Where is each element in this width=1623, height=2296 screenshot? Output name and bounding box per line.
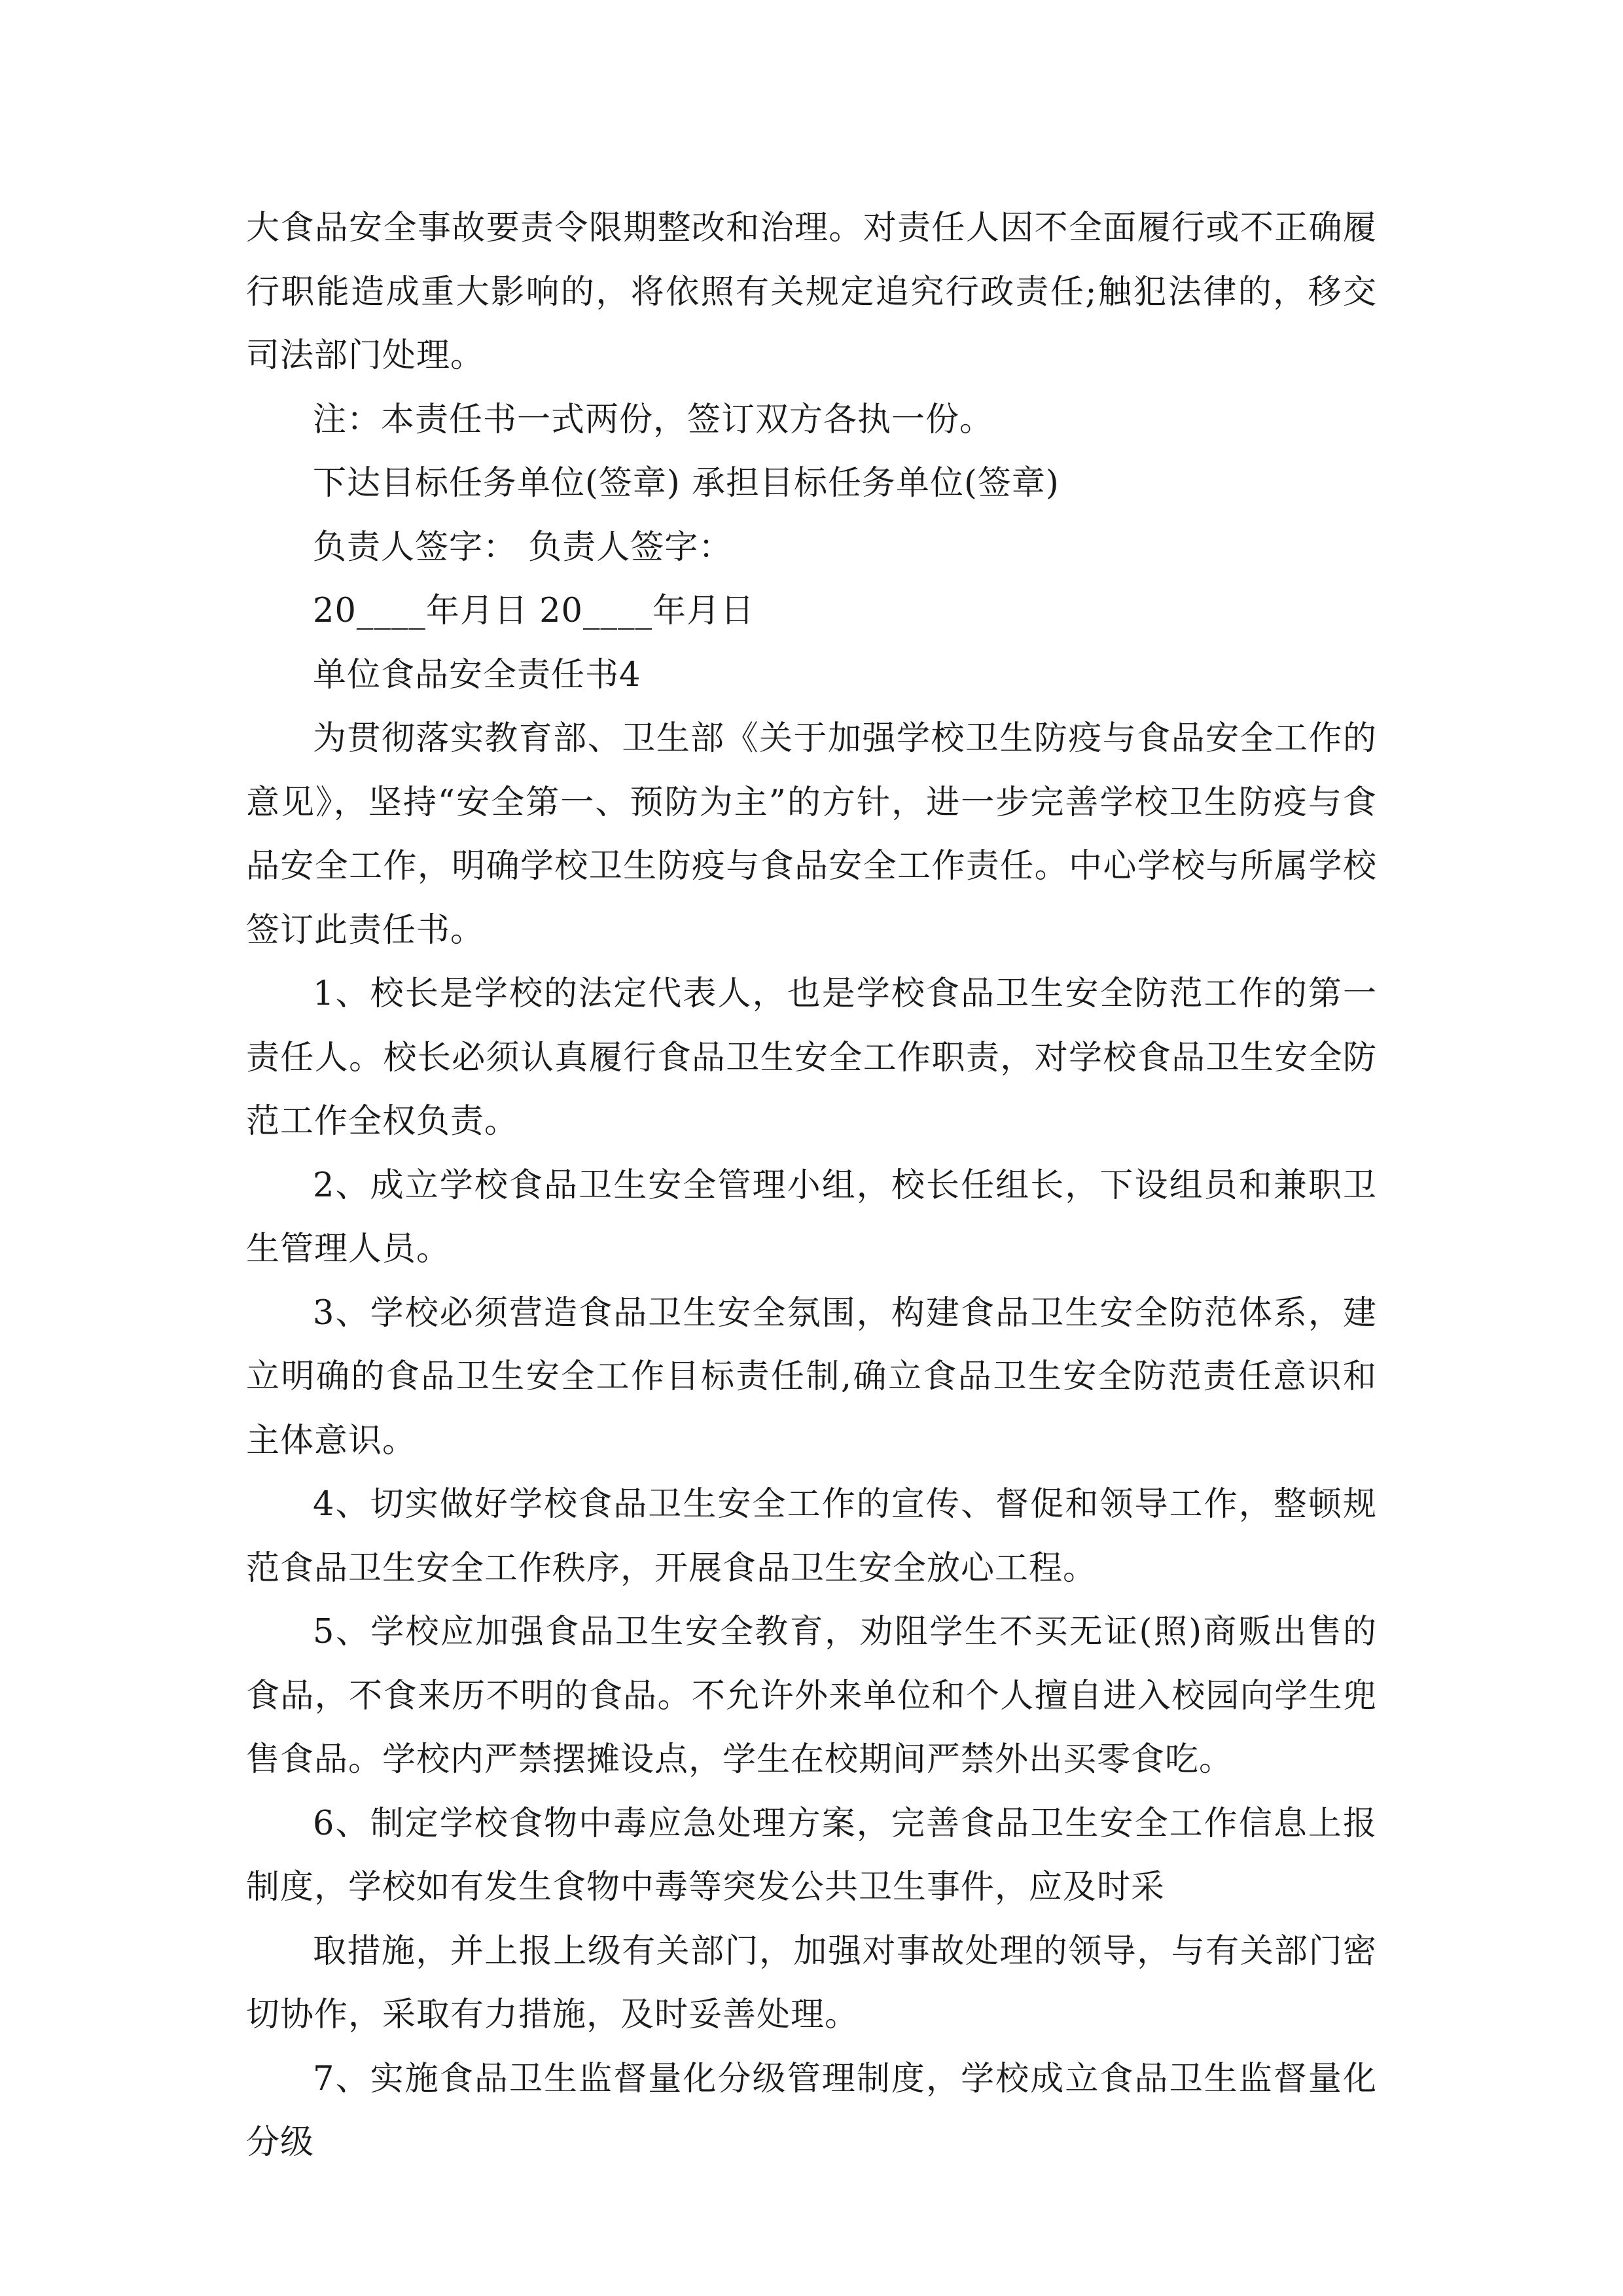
paragraph-note: 注：本责任书一式两份，签订双方各执一份。 — [313, 400, 994, 439]
paragraph-item-4: 4、切实做好学校食品卫生安全工作的宣传、督促和领导工作，整顿规范食品卫生安全工作秩序，开展食品卫生安全放心工程。 — [246, 1485, 1377, 1588]
document-body — [246, 196, 1377, 2175]
paragraph-signature-line: 负责人签字： 负责人签字： — [313, 528, 733, 567]
paragraph-item-5: 5、学校应加强食品卫生安全教育，劝阻学生不买无证(照)商贩出售的食品，不食来历不明的食品。不允许外来单位和个人擅自进入校园向学生兜售食品。学校内严禁摆摊设点，学生在校期间严禁外出买零食吃。 — [246, 1613, 1377, 1779]
paragraph-item-6: 6、制定学校食物中毒应急处理方案，完善食品卫生安全工作信息上报制度，学校如有发生食物中毒等突发公共卫生事件，应及时采 — [246, 1804, 1377, 1907]
section-title: 单位食品安全责任书4 — [313, 655, 641, 694]
paragraph-item-6-continued: 取措施，并上报上级有关部门，加强对事故处理的领导，与有关部门密切协作，采取有力措施，及时妥善处理。 — [246, 1931, 1377, 2034]
paragraph-seal-line: 下达目标任务单位(签章) 承担目标任务单位(签章) — [313, 464, 1060, 503]
paragraph-item-1: 1、校长是学校的法定代表人，也是学校食品卫生安全防范工作的第一责任人。校长必须认真履行食品卫生安全工作职责，对学校食品卫生安全防范工作全权负责。 — [246, 975, 1377, 1141]
paragraph-item-3: 3、学校必须营造食品卫生安全氛围，构建食品卫生安全防范体系，建立明确的食品卫生安全工作目标责任制,确立食品卫生安全防范责任意识和主体意识。 — [246, 1293, 1377, 1460]
paragraph-item-7: 7、实施食品卫生监督量化分级管理制度，学校成立食品卫生监督量化分级 — [246, 2059, 1377, 2162]
paragraph-date-line: 20____年月日 20____年月日 — [313, 592, 755, 630]
paragraph-item-2: 2、成立学校食品卫生安全管理小组，校长任组长，下设组员和兼职卫生管理人员。 — [246, 1166, 1377, 1268]
paragraph-continuation: 大食品安全事故要责令限期整改和治理。对责任人因不全面履行或不正确履行职能造成重大影响的，将依照有关规定追究行政责任;触犯法律的，移交司法部门处理。 — [246, 209, 1377, 375]
paragraph-intro: 为贯彻落实教育部、卫生部《关于加强学校卫生防疫与食品安全工作的意见》，坚持“安全第一、预防为主”的方针，进一步完善学校卫生防疫与食品安全工作，明确学校卫生防疫与食品安全工作责任。中心学校与所属学校签订此责任书。 — [246, 719, 1377, 950]
